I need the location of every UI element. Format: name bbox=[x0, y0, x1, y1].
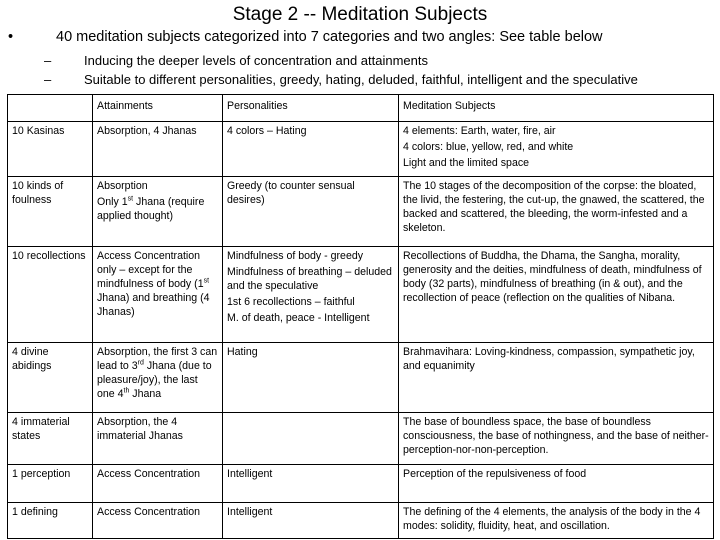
ordinal-suffix: st bbox=[203, 277, 210, 285]
subjects-cell: The defining of the 4 elements, the analysis of the body in the 4 modes: solidity, fluidity, heat, and oscillation. bbox=[399, 502, 714, 538]
meditation-table bbox=[7, 94, 714, 539]
personalities-line: Mindfulness of breathing – deluded and the speculative bbox=[227, 265, 392, 292]
subjects-cell: The base of boundless space, the base of boundless consciousness, the base of nothingness, and the base of neither-perception-nor-non-perception. bbox=[399, 412, 714, 464]
attainments-cell: Absorption, the 4 immaterial Jhanas bbox=[93, 412, 223, 464]
attainments-cell bbox=[93, 246, 223, 342]
ordinal-suffix: st bbox=[127, 195, 134, 203]
attainments-cell: Access Concentration bbox=[93, 464, 223, 502]
header-cell: Personalities bbox=[223, 95, 399, 122]
personalities-cell: Intelligent bbox=[223, 502, 399, 538]
category-cell: 4 immaterial states bbox=[8, 412, 93, 464]
personalities-cell: 4 colors – Hating bbox=[223, 121, 399, 176]
attainments-part: Jhana) and breathing (4 Jhanas) bbox=[97, 291, 210, 318]
category-cell: 1 perception bbox=[8, 464, 93, 502]
attainments-cell bbox=[93, 176, 223, 246]
attainments-text bbox=[97, 196, 204, 222]
subpoint-text: Suitable to different personalities, greedy, hating, deluded, faithful, intelligent and the speculative bbox=[84, 72, 638, 87]
personalities-line: Mindfulness of body - greedy bbox=[227, 249, 364, 262]
ordinal-suffix: th bbox=[123, 387, 130, 395]
subpoint-text: Inducing the deeper levels of concentration and attainments bbox=[84, 53, 429, 68]
subjects-line: 4 elements: Earth, water, fire, air bbox=[403, 124, 556, 137]
attainments-part: Only 1 bbox=[97, 195, 128, 208]
table-row bbox=[8, 246, 714, 342]
subpoint bbox=[44, 72, 638, 87]
attainments-cell: Absorption, 4 Jhanas bbox=[93, 121, 223, 176]
subjects-line: Light and the limited space bbox=[403, 156, 530, 169]
attainments-part: Jhana bbox=[129, 387, 162, 400]
page-title: Stage 2 -- Meditation Subjects bbox=[232, 4, 488, 25]
category-cell: 1 defining bbox=[8, 502, 93, 538]
header-cell: Meditation Subjects bbox=[399, 95, 714, 122]
subpoint bbox=[44, 53, 428, 68]
dash-icon: – bbox=[44, 53, 52, 68]
ordinal-suffix: rd bbox=[137, 359, 144, 367]
subjects-cell: The 10 stages of the decomposition of the corpse: the bloated, the livid, the festering, the cut-up, the gnawed, the scattered, the backed and scattered, the bleeding, the worm-infested and a skeleton. bbox=[399, 176, 714, 246]
attainments-part: Access Concentration only – except for the mindfulness of body (1 bbox=[97, 249, 204, 290]
subjects-cell: Brahmavihara: Loving-kindness, compassion, sympathetic joy, and equanimity bbox=[399, 342, 714, 412]
table-row bbox=[8, 464, 714, 502]
subjects-cell: Perception of the repulsiveness of food bbox=[399, 464, 714, 502]
personalities-line: 1st 6 recollections – faithful bbox=[227, 295, 355, 308]
table-row bbox=[8, 342, 714, 412]
table-row bbox=[8, 412, 714, 464]
personalities-line: M. of death, peace - Intelligent bbox=[227, 311, 370, 324]
attainments-cell bbox=[93, 342, 223, 412]
personalities-cell bbox=[223, 246, 399, 342]
bullet-icon: • bbox=[8, 29, 14, 45]
category-cell: 10 kinds of foulness bbox=[8, 176, 93, 246]
table-row bbox=[8, 502, 714, 538]
personalities-cell: Intelligent bbox=[223, 464, 399, 502]
personalities-cell: Hating bbox=[223, 342, 399, 412]
category-cell: 10 Kasinas bbox=[8, 121, 93, 176]
table-row bbox=[8, 176, 714, 246]
attainments-line: Absorption bbox=[97, 179, 148, 192]
table-row bbox=[8, 121, 714, 176]
subjects-cell bbox=[399, 121, 714, 176]
subjects-cell: Recollections of Buddha, the Dhama, the Sangha, morality, generosity and the deities, mindfulness of death, mindfulness of body (32 parts), mindfulness of breathing (in & out), and the recollection of peace (reflection on the qualities of Nibana. bbox=[399, 246, 714, 342]
main-bullet bbox=[8, 29, 603, 45]
personalities-cell: Greedy (to counter sensual desires) bbox=[223, 176, 399, 246]
header-cell bbox=[8, 95, 93, 122]
dash-icon: – bbox=[44, 72, 52, 87]
category-cell: 10 recollections bbox=[8, 246, 93, 342]
personalities-cell bbox=[223, 412, 399, 464]
table-header-row bbox=[8, 95, 714, 122]
attainments-part: Jhana (require applied thought) bbox=[97, 195, 205, 222]
header-cell: Attainments bbox=[93, 95, 223, 122]
subjects-line: 4 colors: blue, yellow, red, and white bbox=[403, 140, 574, 153]
attainments-part: Absorption, the first 3 can lead to 3 bbox=[97, 345, 218, 372]
category-cell: 4 divine abidings bbox=[8, 342, 93, 412]
attainments-part: Jhana (due to pleasure/joy), the last one 4 bbox=[97, 359, 212, 400]
attainments-cell: Access Concentration bbox=[93, 502, 223, 538]
bullet-text: 40 meditation subjects categorized into 7 categories and two angles: See table below bbox=[56, 29, 603, 45]
